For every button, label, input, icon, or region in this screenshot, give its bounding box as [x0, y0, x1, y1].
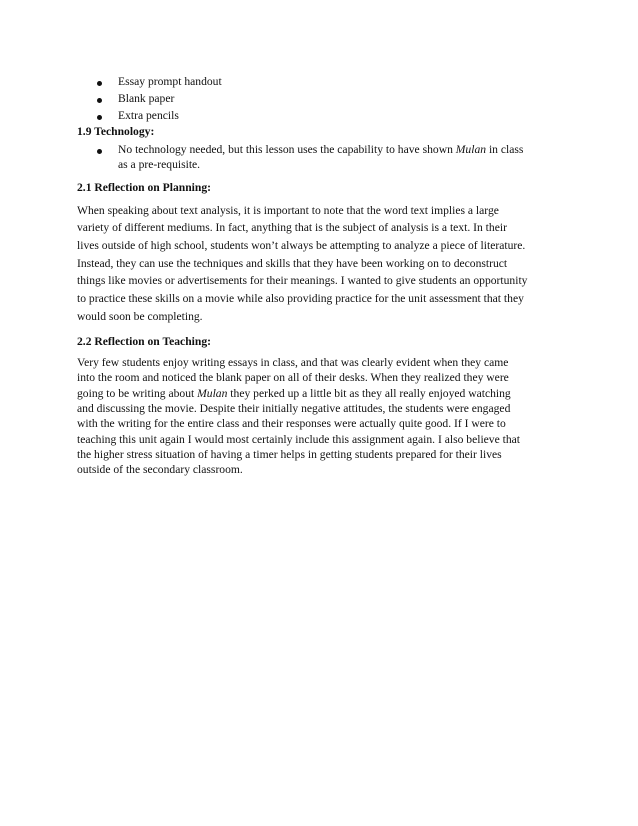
- text-run: as a pre-requisite.: [118, 157, 201, 171]
- reflection-planning-heading: 2.1 Reflection on Planning:: [77, 181, 211, 195]
- page-content: [77, 74, 563, 478]
- list-item: [95, 74, 563, 89]
- bullet-icon: [97, 115, 102, 120]
- film-title: Mulan: [455, 142, 487, 156]
- list-item-text: Extra pencils: [118, 109, 179, 123]
- text-line: [118, 142, 563, 157]
- text-run: Very few students enjoy writing essays in class, and that was clearly evident when they came: [77, 356, 509, 370]
- technology-list: [77, 142, 563, 172]
- text-run: and discussing the movie. Despite their initially negative attitudes, the students were engaged: [77, 402, 511, 416]
- text-run: going to be writing about: [77, 386, 198, 400]
- technology-heading: 1.9 Technology:: [77, 124, 155, 138]
- text-run: in class: [486, 142, 524, 156]
- text-line: [118, 157, 563, 172]
- text-run: into the room and noticed the blank paper on all of their desks. When they realized they were: [77, 371, 509, 385]
- list-item: [95, 108, 563, 123]
- text-run: No technology needed, but this lesson uses the capability to have shown: [118, 142, 456, 156]
- text-line: to practice these skills on a movie while also providing practice for the unit assessment that they: [77, 292, 524, 306]
- reflection-teaching-heading: 2.2 Reflection on Teaching:: [77, 334, 211, 348]
- list-item-text: Essay prompt handout: [118, 75, 222, 88]
- text-line: [77, 355, 563, 370]
- bullet-icon: [97, 81, 102, 86]
- reflection-planning-paragraph: [77, 202, 563, 326]
- text-line: [77, 416, 563, 431]
- text-run: teaching this unit again I would most certainly include this assignment again. I also believe that: [77, 432, 521, 446]
- text-run: with the writing for the entire class and their responses were actually quite good. If I were to: [77, 417, 506, 431]
- text-line: When speaking about text analysis, it is important to note that the word text implies a large: [77, 203, 499, 217]
- text-line: variety of different mediums. In fact, anything that is the subject of analysis is a text. In their: [77, 221, 507, 235]
- text-run: the higher stress situation of having a timer helps in getting students prepared for their lives: [77, 447, 502, 461]
- text-line: [77, 447, 563, 462]
- list-item-text: Blank paper: [118, 92, 175, 106]
- materials-list: [77, 74, 563, 124]
- bullet-icon: [97, 98, 102, 103]
- bullet-icon: [97, 149, 102, 154]
- text-line: [77, 370, 563, 385]
- text-line: things like movies or advertisements for their meanings. I wanted to give students an opportunity: [77, 274, 528, 288]
- text-line: Instead, they can use the techniques and skills that they have been working on to deconstruct: [77, 256, 508, 270]
- text-line: lives outside of high school, students won’t always be attempting to analyze a piece of literature.: [77, 239, 526, 253]
- list-item: [95, 142, 563, 172]
- text-run: outside of the secondary classroom.: [77, 463, 243, 477]
- text-line: [77, 432, 563, 447]
- text-line: [77, 401, 563, 416]
- film-title: Mulan: [197, 386, 228, 400]
- text-line: [77, 462, 563, 477]
- reflection-teaching-paragraph: [77, 355, 563, 477]
- text-run: they perked up a little bit as they all really enjoyed watching: [227, 386, 511, 400]
- text-line: [77, 386, 563, 401]
- text-line: would soon be completing.: [77, 309, 203, 323]
- list-item: [95, 91, 563, 106]
